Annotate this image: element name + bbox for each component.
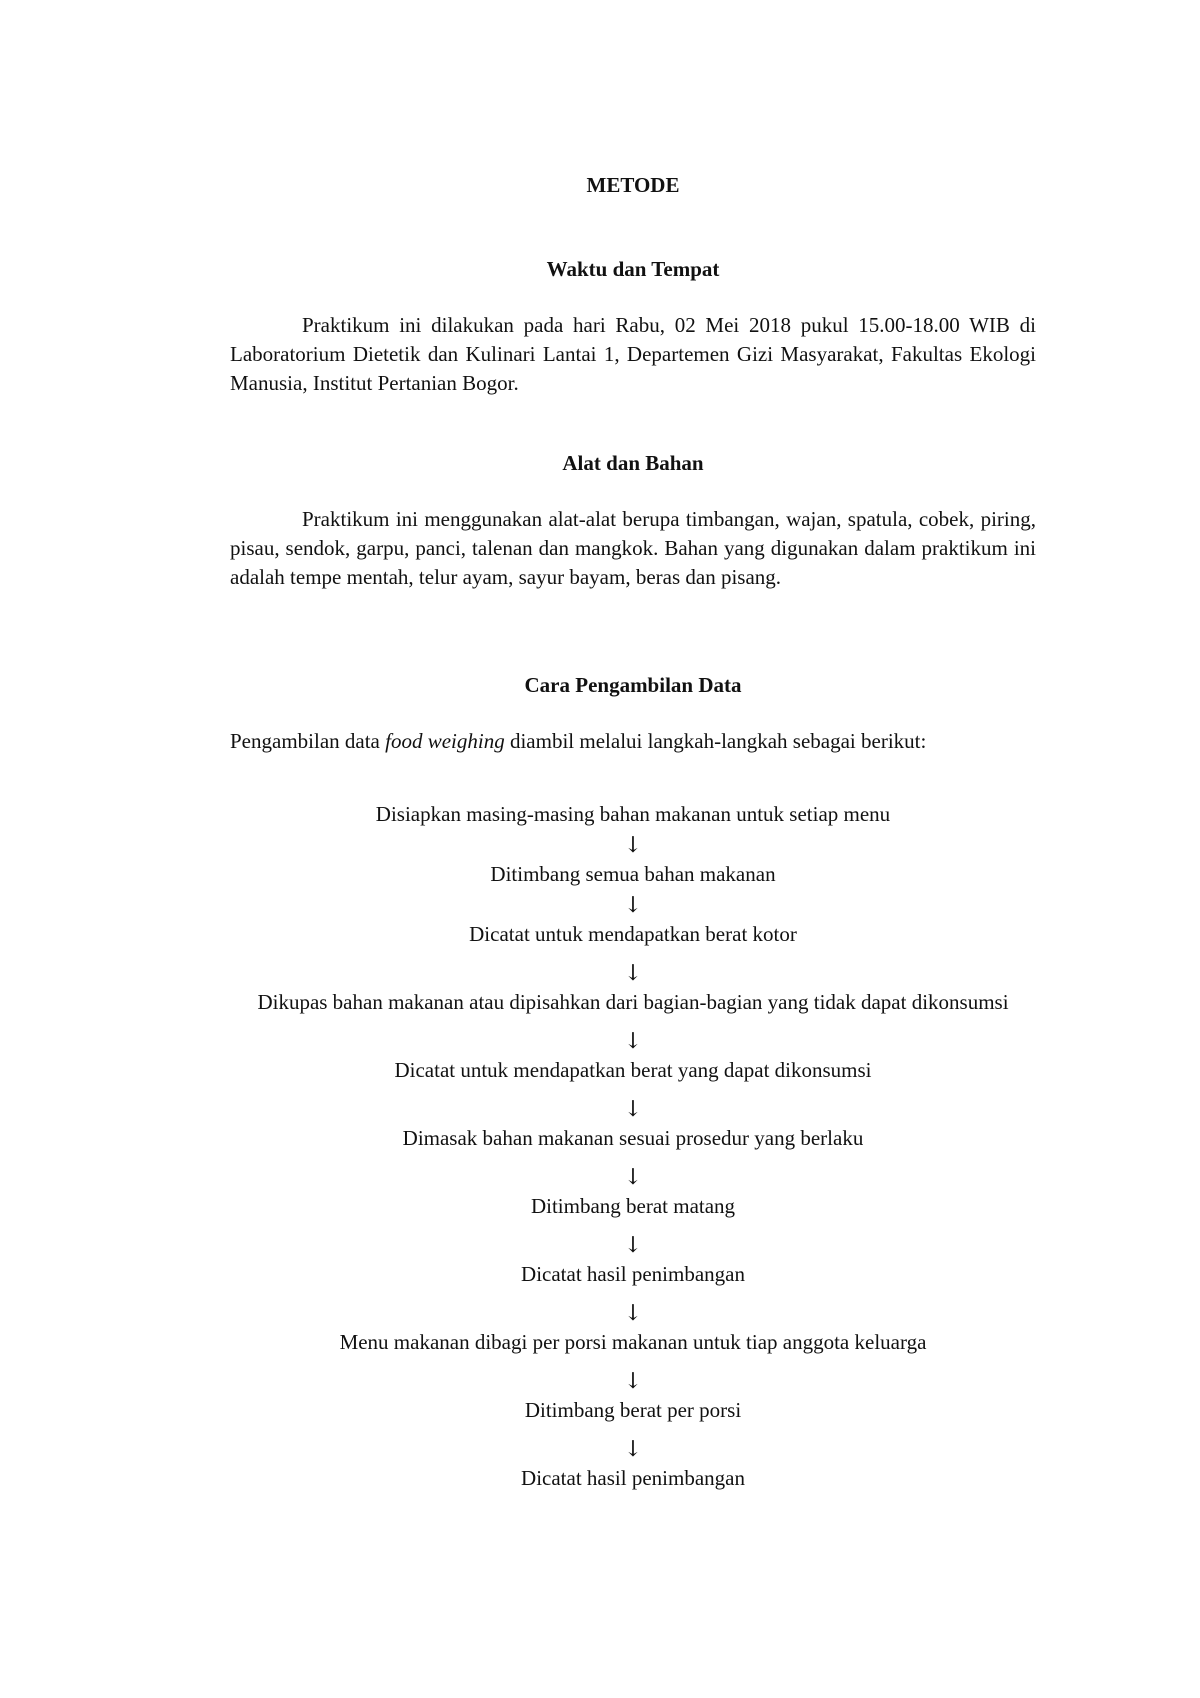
intro-text-after: diambil melalui langkah-langkah sebagai berikut: (504, 729, 927, 753)
section-title-alat: Alat dan Bahan (562, 451, 704, 475)
down-arrow-icon: ↓ (623, 893, 643, 918)
down-arrow-icon: ↓ (623, 961, 643, 986)
document-heading: METODE (586, 173, 680, 197)
flow-step: Disiapkan masing-masing bahan makanan untuk setiap menu (375, 802, 891, 826)
section-intro-cara (230, 727, 1036, 756)
down-arrow-icon: ↓ (623, 1437, 643, 1462)
flow-step: Dimasak bahan makanan sesuai prosedur yang berlaku (402, 1126, 864, 1150)
down-arrow-icon: ↓ (623, 1097, 643, 1122)
flow-step: Dicatat untuk mendapatkan berat kotor (469, 922, 797, 946)
flow-step: Ditimbang berat matang (530, 1194, 736, 1218)
down-arrow-icon: ↓ (623, 833, 643, 858)
intro-text-before: Pengambilan data (230, 729, 386, 753)
flow-step: Dicatat hasil penimbangan (521, 1262, 745, 1286)
flow-step: Ditimbang semua bahan makanan (490, 862, 776, 886)
down-arrow-icon: ↓ (623, 1301, 643, 1326)
flow-step: Dicatat untuk mendapatkan berat yang dapat dikonsumsi (394, 1058, 872, 1082)
flow-step: Dicatat hasil penimbangan (521, 1466, 745, 1490)
flow-step: Dikupas bahan makanan atau dipisahkan dari bagian-bagian yang tidak dapat dikonsumsi (257, 990, 1009, 1014)
flow-step: Ditimbang berat per porsi (524, 1398, 742, 1422)
procedure-flowchart (230, 800, 1036, 1493)
down-arrow-icon: ↓ (623, 1029, 643, 1054)
section-title-waktu: Waktu dan Tempat (546, 257, 720, 281)
down-arrow-icon: ↓ (623, 1165, 643, 1190)
flow-step: Menu makanan dibagi per porsi makanan untuk tiap anggota keluarga (339, 1330, 927, 1354)
section-body-alat: Praktikum ini menggunakan alat-alat berupa timbangan, wajan, spatula, cobek, piring, pisau, sendok, garpu, panci, talenan dan mangkok. Bahan yang digunakan dalam praktikum ini adalah tempe mentah, telur ayam, sayur bayam, beras dan pisang. (230, 507, 1036, 589)
intro-text-italic: food weighing (385, 729, 505, 753)
down-arrow-icon: ↓ (623, 1233, 643, 1258)
section-body-waktu: Praktikum ini dilakukan pada hari Rabu, 02 Mei 2018 pukul 15.00-18.00 WIB di Laboratorium Dietetik dan Kulinari Lantai 1, Departemen Gizi Masyarakat, Fakultas Ekologi Manusia, Institut Pertanian Bogor. (230, 313, 1036, 395)
down-arrow-icon: ↓ (623, 1369, 643, 1394)
section-title-cara: Cara Pengambilan Data (524, 673, 742, 697)
